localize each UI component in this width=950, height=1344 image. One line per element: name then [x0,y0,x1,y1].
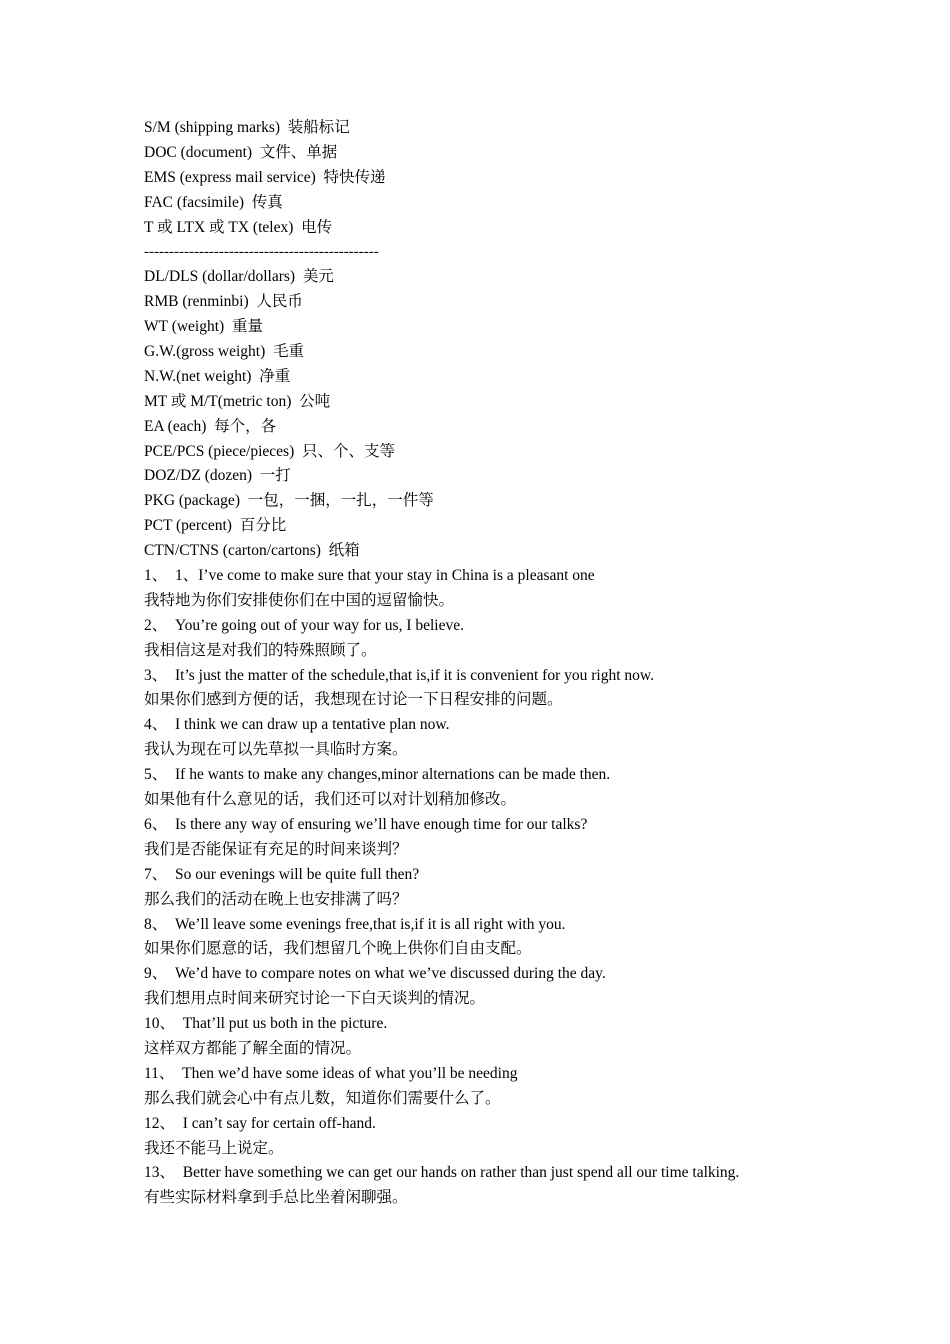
sentence-5-english: 5、 If he wants to make any changes,minor alternations can be made then. [144,766,611,784]
text-line-dollar: DL/DLS (dollar/dollars) 美元 [144,268,334,286]
text-line-piece: PCE/PCS (piece/pieces) 只、个、支等 [144,442,395,460]
sentence-10-english: 10、 That’ll put us both in the picture. [144,1015,388,1033]
sentence-7-english: 7、 So our evenings will be quite full then? [144,865,420,883]
sentence-3-chinese: 如果你们感到方便的话，我想现在讨论一下日程安排的问题。 [144,691,563,709]
text-line-dozen: DOZ/DZ (dozen) 一打 [144,467,291,485]
sentence-6-english: 6、 Is there any way of ensuring we’ll have enough time for our talks? [144,815,588,833]
sentence-13-chinese: 有些实际材料拿到手总比坐着闲聊强。 [144,1189,408,1207]
text-line-metric-ton: MT 或 M/T(metric ton) 公吨 [144,392,331,410]
text-line-s-m: S/M (shipping marks) 装船标记 [144,119,350,136]
sentence-6-chinese: 我们是否能保证有充足的时间来谈判？ [144,840,408,858]
sentence-12-english: 12、 I can’t say for certain off-hand. [144,1114,376,1132]
sentence-10-chinese: 这样双方都能了解全面的情况。 [144,1039,362,1057]
sentence-5-chinese: 如果他有什么意见的话，我们还可以对计划稍加修改。 [144,791,517,809]
sentence-1-chinese: 我特地为你们安排使你们在中国的逗留愉快。 [144,591,455,609]
sentence-8-english: 8、 We’ll leave some evenings free,that is,if it is all right with you. [144,915,566,933]
text-line-net-weight: N.W.(net weight) 净重 [144,367,291,385]
sentence-1-english: 1、 1、I’ve come to make sure that your stay in China is a pleasant one [144,567,595,585]
text-line-fac: FAC (facsimile) 传真 [144,193,283,211]
text-line-doc: DOC (document) 文件、单据 [144,143,338,161]
sentence-2-english: 2、 You’re going out of your way for us, I believe. [144,616,464,634]
text-line-telex: T 或 LTX 或 TX (telex) 电传 [144,218,333,236]
sentence-13-english: 13、 Better have something we can get our hands on rather than just spend all our time talking. [144,1164,740,1182]
text-line-gross-weight: G.W.(gross weight) 毛重 [144,343,305,361]
document-body [144,116,924,1211]
sentence-3-english: 3、 It’s just the matter of the schedule,that is,if it is convenient for you right now. [144,666,654,684]
sentence-8-chinese: 如果你们愿意的话，我们想留几个晚上供你们自由支配。 [144,940,532,958]
text-line-package: PKG (package) 一包，一捆，一扎，一件等 [144,492,434,510]
text-line-percent: PCT (percent) 百分比 [144,517,287,535]
text-line-weight: WT (weight) 重量 [144,318,263,336]
sentence-11-chinese: 那么我们就会心中有点儿数，知道你们需要什么了。 [144,1089,501,1107]
text-line-carton: CTN/CTNS (carton/cartons) 纸箱 [144,542,360,560]
text-line-rmb: RMB (renminbi) 人民币 [144,293,303,311]
dashed-divider: ----------------------------------------------- [144,244,379,261]
text-line-ems: EMS (express mail service) 特快传递 [144,168,386,186]
text-line-each: EA (each) 每个，各 [144,417,277,435]
sentence-11-english: 11、 Then we’d have some ideas of what you’ll be needing [144,1064,518,1082]
sentence-9-english: 9、 We’d have to compare notes on what we’ve discussed during the day. [144,965,606,983]
sentence-12-chinese: 我还不能马上说定。 [144,1139,284,1157]
sentence-7-chinese: 那么我们的活动在晚上也安排满了吗？ [144,890,408,908]
sentence-4-chinese: 我认为现在可以先草拟一具临时方案。 [144,741,408,759]
sentence-9-chinese: 我们想用点时间来研究讨论一下白天谈判的情况。 [144,990,486,1008]
sentence-2-chinese: 我相信这是对我们的特殊照顾了。 [144,641,377,659]
sentence-4-english: 4、 I think we can draw up a tentative plan now. [144,716,450,734]
